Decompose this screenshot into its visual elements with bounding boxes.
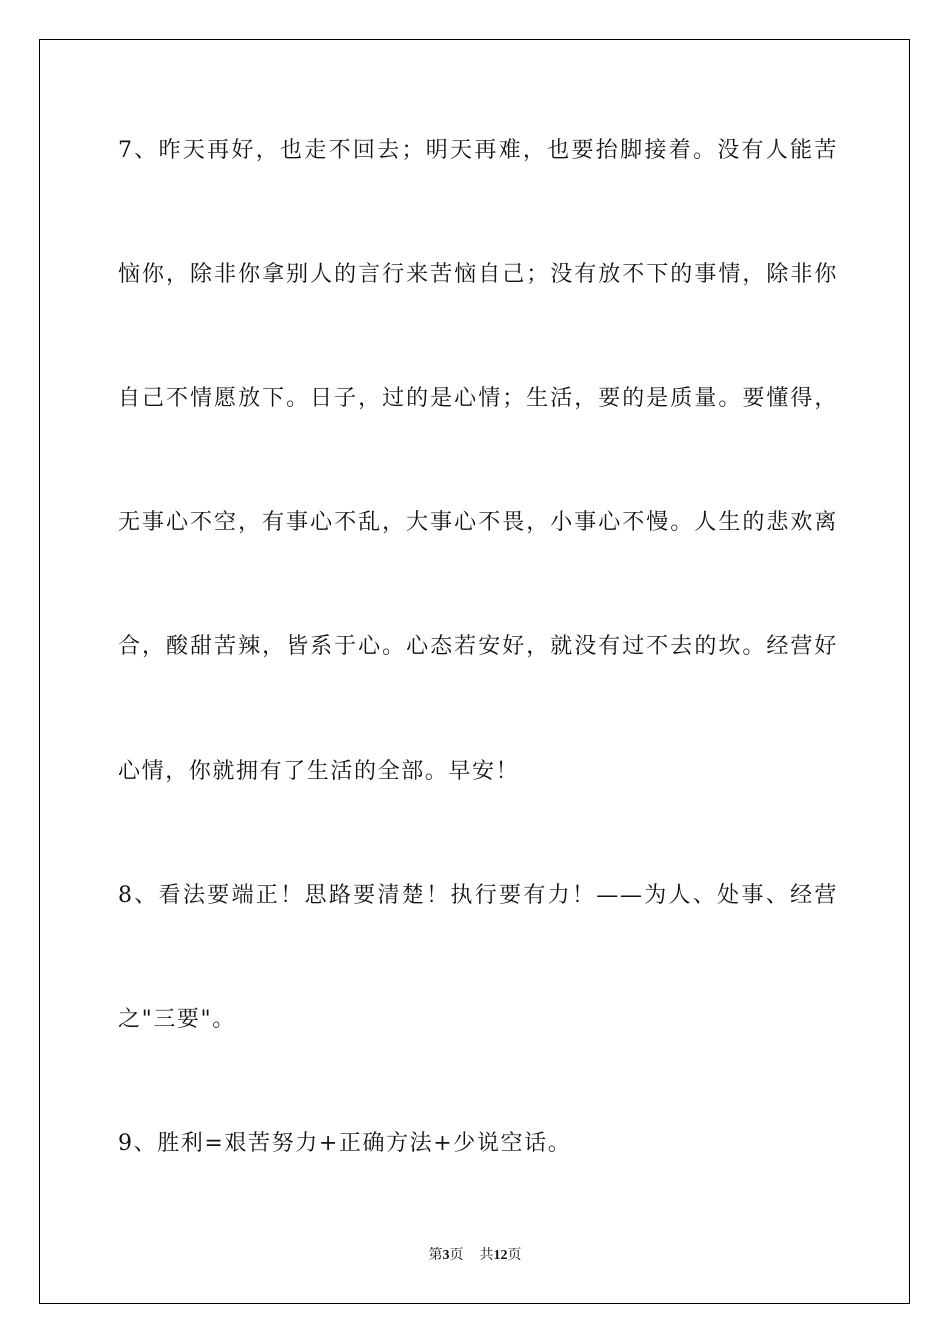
paragraph-7-line-6: 心情，你就拥有了生活的全部。早安！ — [118, 759, 520, 784]
paragraph-7-line-5: 合，酸甜苦辣，皆系于心。心态若安好，就没有过不去的坎。经营好 — [118, 634, 838, 659]
paragraph-7-line-3: 自己不情愿放下。日子，过的是心情；生活，要的是质量。要懂得， — [118, 386, 838, 411]
paragraph-8-line-1: 8、看法要端正！思路要清楚！执行要有力！——为人、处事、经营 — [118, 883, 838, 908]
footer-total-prefix: 共 — [479, 1248, 494, 1263]
page-border — [39, 39, 910, 1304]
paragraph-7-line-2: 恼你，除非你拿别人的言行来苦恼自己；没有放不下的事情，除非你 — [118, 262, 838, 287]
paragraph-8-line-2: 之"三要"。 — [118, 1007, 236, 1032]
footer-page-prefix: 第 — [428, 1248, 443, 1263]
footer-total-suffix: 页 — [507, 1248, 522, 1263]
paragraph-7-line-1: 7、昨天再好，也走不回去；明天再难，也要抬脚接着。没有人能苦 — [118, 138, 838, 163]
footer-page-current: 3 — [442, 1248, 450, 1263]
page-footer — [0, 1246, 950, 1266]
footer-page-total: 12 — [493, 1248, 508, 1263]
footer-page-suffix: 页 — [449, 1248, 464, 1263]
paragraph-9-line-1: 9、胜利=艰苦努力+正确方法+少说空话。 — [118, 1131, 572, 1156]
paragraph-7-line-4: 无事心不空，有事心不乱，大事心不畏，小事心不慢。人生的悲欢离 — [118, 510, 838, 535]
